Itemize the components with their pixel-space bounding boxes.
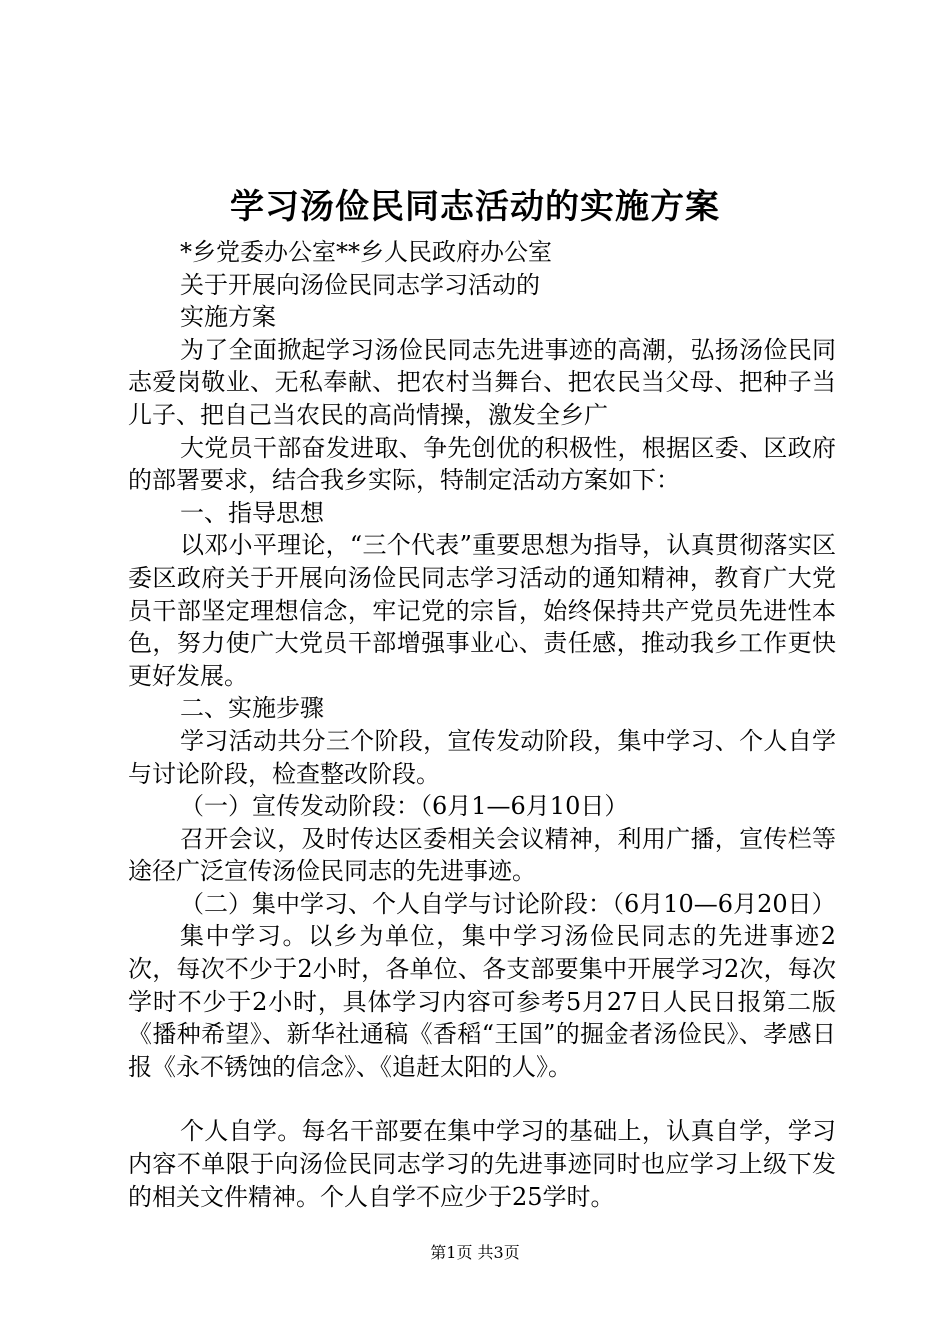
- page-footer: 第1页 共3页: [430, 1243, 520, 1262]
- subject-line-2: 实施方案: [180, 303, 276, 332]
- paragraph-gap: [128, 1083, 836, 1115]
- section-heading-guiding-thought: 一、指导思想: [180, 498, 324, 527]
- guiding-thought-paragraph: 以邓小平理论，“三个代表”重要思想为指导，认真贯彻落实区委区政府关于开展向汤俭民同志学习活动的通知精神，教育广大党员干部坚定理想信念，牢记党的宗旨，始终保持共产党员先进性本色，努力使广大党员干部增强事业心、责任感，推动我乡工作更快更好发展。: [128, 531, 836, 690]
- group-study-paragraph: 集中学习。以乡为单位，集中学习汤俭民同志的先进事迹2次，每次不少于2小时，各单位、各支部要集中开展学习2次，每次学时不少于2小时，具体学习内容可参考5月27日人民日报第二版《播种希望》、新华社通稿《香稻“王国”的掘金者汤俭民》、孝感日报《永不锈蚀的信念》、《追赶太阳的人》。: [128, 922, 836, 1081]
- intro-paragraph: 为了全面掀起学习汤俭民同志先进事迹的高潮，弘扬汤俭民同志爱岗敬业、无私奉献、把农村当舞台、把农民当父母、把种子当儿子、把自己当农民的高尚情操，激发全乡广: [128, 335, 836, 429]
- document-title: 学习汤俭民同志活动的实施方案: [230, 187, 720, 227]
- subsection-heading-study: （二）集中学习、个人自学与讨论阶段：（6月10—6月20日）: [180, 889, 836, 918]
- document-body: [128, 236, 836, 1213]
- subject-line: 关于开展向汤俭民同志学习活动的: [180, 270, 540, 299]
- publicity-paragraph: 召开会议，及时传达区委相关会议精神，利用广播，宣传栏等途径广泛宣传汤俭民同志的先进事迹。: [128, 824, 836, 886]
- section-heading-implementation-steps: 二、实施步骤: [180, 694, 324, 723]
- intro-paragraph-2: 大党员干部奋发进取、争先创优的积极性，根据区委、区政府的部署要求，结合我乡实际，特制定活动方案如下：: [128, 433, 836, 495]
- self-study-paragraph: 个人自学。每名干部要在集中学习的基础上，认真自学，学习内容不单限于向汤俭民同志学习的先进事迹同时也应学习上级下发的相关文件精神。个人自学不应少于25学时。: [128, 1117, 836, 1211]
- subsection-heading-publicity: （一）宣传发动阶段：（6月1—6月10日）: [180, 792, 629, 821]
- issuer-line: *乡党委办公室**乡人民政府办公室: [180, 238, 552, 266]
- steps-overview-paragraph: 学习活动共分三个阶段，宣传发动阶段，集中学习、个人自学与讨论阶段，检查整改阶段。: [128, 726, 836, 788]
